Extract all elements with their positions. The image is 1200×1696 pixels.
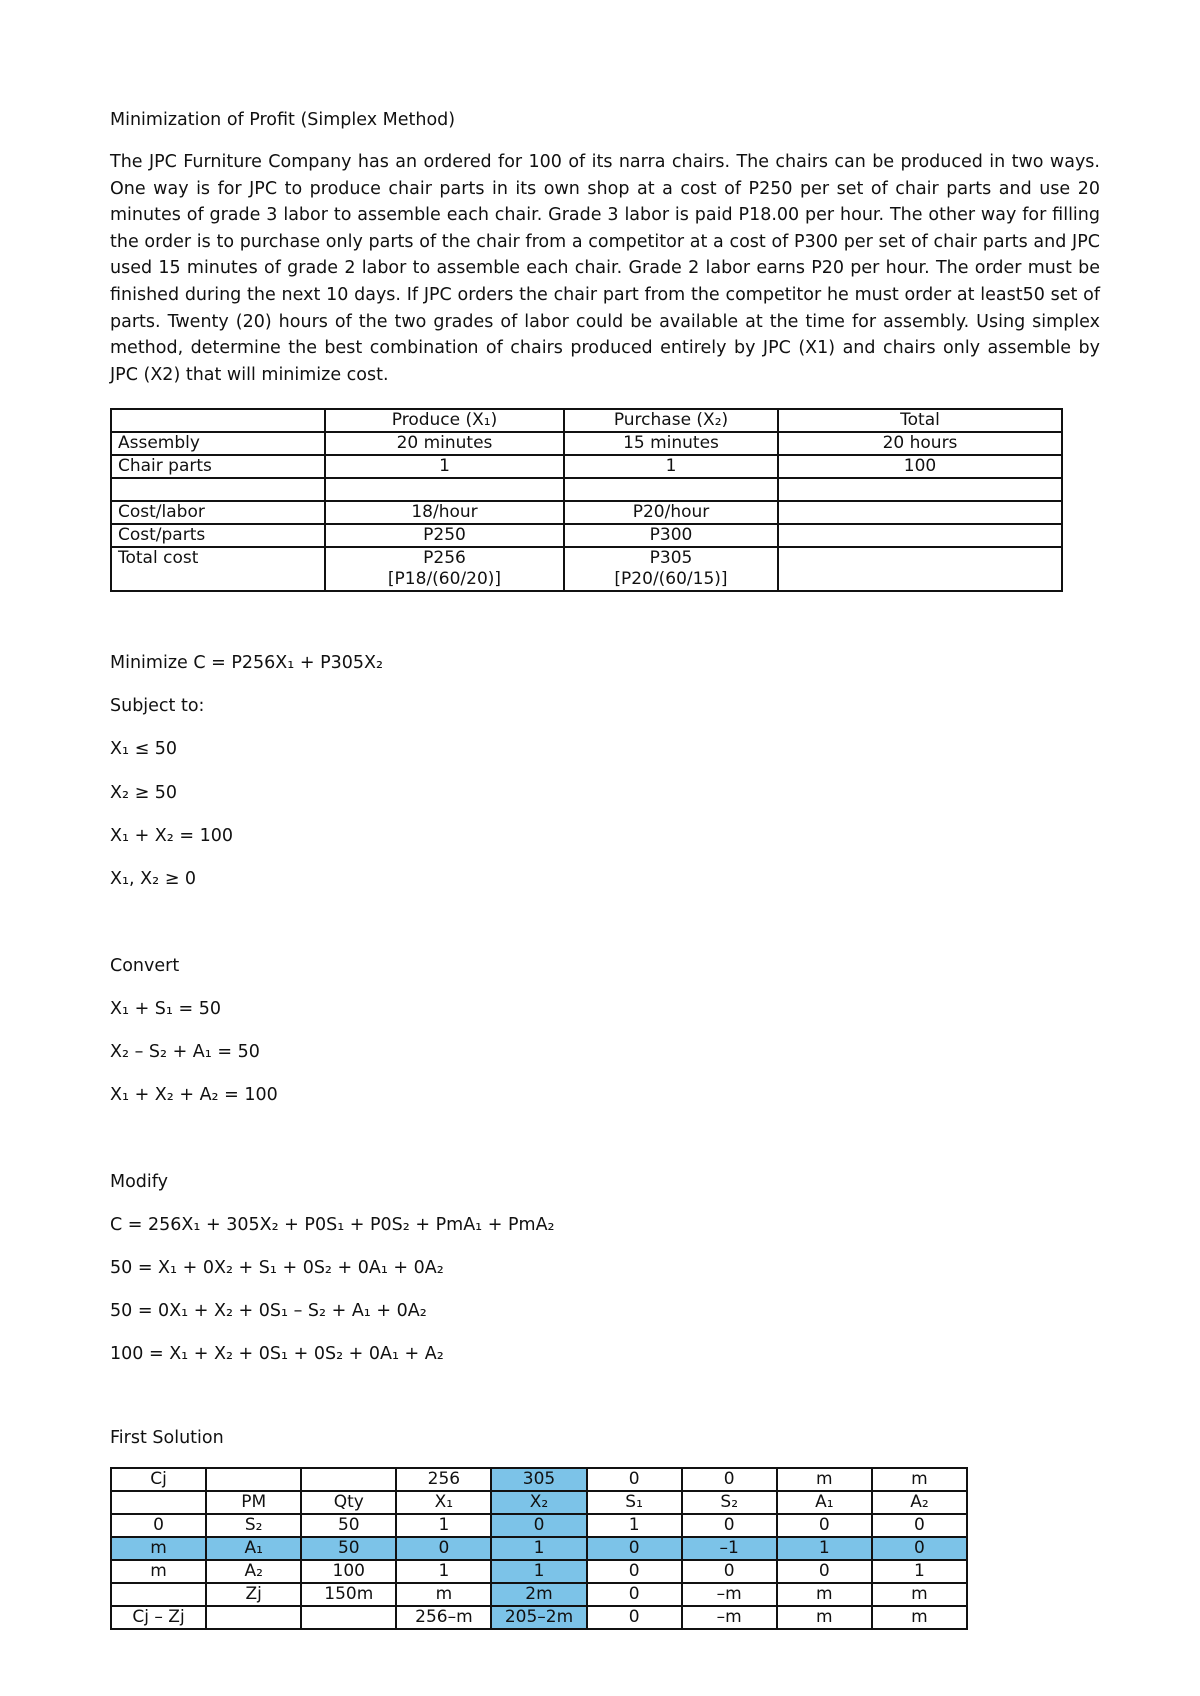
- table-cell: Assembly: [111, 432, 325, 455]
- table-cell: 15 minutes: [564, 432, 778, 455]
- tableau-cell: 0: [587, 1560, 682, 1583]
- tableau-cell: 256–m: [396, 1606, 491, 1629]
- table-cell: 100: [778, 455, 1062, 478]
- objective-function: Minimize C = P256X₁ + P305X₂: [110, 653, 384, 673]
- table-cell: Total cost: [111, 547, 325, 591]
- table-header-row: [111, 409, 1062, 432]
- purchase-total-note: [P20/(60/15)]: [614, 569, 728, 589]
- table-cell: [564, 478, 778, 501]
- table-row: [111, 455, 1062, 478]
- table-cell: 20 minutes: [325, 432, 564, 455]
- table-cell: [325, 478, 564, 501]
- table-cell: [325, 547, 564, 591]
- tableau-row: [111, 1514, 967, 1537]
- tableau-cell: S₂: [206, 1514, 301, 1537]
- tableau-cell: 0: [777, 1560, 872, 1583]
- tableau-cell: 0: [872, 1537, 967, 1560]
- table-cell: P250: [325, 524, 564, 547]
- tableau-cell: 50: [301, 1537, 396, 1560]
- table-row-total-cost: [111, 547, 1062, 591]
- table-cell: [778, 524, 1062, 547]
- tableau-cell: PM: [206, 1491, 301, 1514]
- tableau-cell: m: [777, 1606, 872, 1629]
- tableau-cell: m: [777, 1583, 872, 1606]
- modify-equation: C = 256X₁ + 305X₂ + P0S₁ + P0S₂ + PmA₁ + PmA₂: [110, 1215, 555, 1235]
- tableau-cell: 50: [301, 1514, 396, 1537]
- convert-equation: X₁ + X₂ + A₂ = 100: [110, 1085, 278, 1105]
- tableau-cell: A₂: [206, 1560, 301, 1583]
- convert-heading: Convert: [110, 956, 180, 976]
- table-row: [111, 501, 1062, 524]
- tableau-cell: m: [872, 1583, 967, 1606]
- tableau-cell: [111, 1583, 206, 1606]
- tableau-cell: 0: [111, 1514, 206, 1537]
- table-cell: [778, 501, 1062, 524]
- tableau-cell: 256: [396, 1468, 491, 1491]
- tableau-cell: Cj – Zj: [111, 1606, 206, 1629]
- table-cell: Produce (X₁): [325, 409, 564, 432]
- tableau-cell: [111, 1491, 206, 1514]
- tableau-cell: m: [872, 1468, 967, 1491]
- tableau-cell: –m: [682, 1606, 777, 1629]
- tableau-cell: m: [872, 1606, 967, 1629]
- table-cell: [111, 409, 325, 432]
- table-row: [111, 478, 1062, 501]
- modify-equation: 100 = X₁ + X₂ + 0S₁ + 0S₂ + 0A₁ + A₂: [110, 1344, 444, 1364]
- table-row: [111, 432, 1062, 455]
- tableau-cell: 1: [777, 1537, 872, 1560]
- tableau-cell: 1: [491, 1560, 586, 1583]
- modify-equation: 50 = X₁ + 0X₂ + S₁ + 0S₂ + 0A₁ + 0A₂: [110, 1258, 444, 1278]
- constraint-line: X₁ ≤ 50: [110, 739, 178, 759]
- produce-total-note: [P18/(60/20)]: [387, 569, 502, 589]
- tableau-cell: 0: [682, 1560, 777, 1583]
- convert-equation: X₁ + S₁ = 50: [110, 999, 221, 1019]
- tableau-cell: 1: [396, 1560, 491, 1583]
- simplex-tableau: [110, 1467, 968, 1630]
- tableau-cell: Cj: [111, 1468, 206, 1491]
- table-cell: [111, 478, 325, 501]
- tableau-cell: 150m: [301, 1583, 396, 1606]
- constraint-line: X₁ + X₂ = 100: [110, 826, 233, 846]
- tableau-cell: 0: [682, 1514, 777, 1537]
- table-cell: 1: [325, 455, 564, 478]
- tableau-cell: X₂: [491, 1491, 586, 1514]
- tableau-cell: 305: [491, 1468, 586, 1491]
- convert-equation: X₂ – S₂ + A₁ = 50: [110, 1042, 260, 1062]
- tableau-cell: 0: [396, 1537, 491, 1560]
- tableau-cell: A₁: [206, 1537, 301, 1560]
- produce-total-cost: P256: [423, 548, 466, 568]
- tableau-cell: X₁: [396, 1491, 491, 1514]
- first-solution-heading: First Solution: [110, 1428, 224, 1448]
- tableau-cell: [206, 1606, 301, 1629]
- table-cell: P300: [564, 524, 778, 547]
- tableau-cell: –m: [682, 1583, 777, 1606]
- table-cell: [778, 547, 1062, 591]
- tableau-cell: [301, 1468, 396, 1491]
- tableau-cell: 1: [396, 1514, 491, 1537]
- table-cell: Chair parts: [111, 455, 325, 478]
- table-cell: 20 hours: [778, 432, 1062, 455]
- modify-heading: Modify: [110, 1172, 168, 1192]
- tableau-cell: 0: [587, 1583, 682, 1606]
- table-row: [111, 524, 1062, 547]
- tableau-cell: Zj: [206, 1583, 301, 1606]
- tableau-cell: m: [111, 1560, 206, 1583]
- tableau-cell: 0: [777, 1514, 872, 1537]
- tableau-row: [111, 1560, 967, 1583]
- tableau-cell: –1: [682, 1537, 777, 1560]
- tableau-row: [111, 1468, 967, 1491]
- tableau-cell: 1: [491, 1537, 586, 1560]
- tableau-cell: A₂: [872, 1491, 967, 1514]
- cost-table: [110, 408, 1063, 592]
- tableau-row: [111, 1583, 967, 1606]
- table-cell: Cost/parts: [111, 524, 325, 547]
- tableau-cell: [301, 1606, 396, 1629]
- constraint-line: X₂ ≥ 50: [110, 783, 178, 803]
- tableau-row: [111, 1491, 967, 1514]
- tableau-cell: 0: [872, 1514, 967, 1537]
- tableau-cell: 100: [301, 1560, 396, 1583]
- tableau-cell: 0: [682, 1468, 777, 1491]
- document-title: Minimization of Profit (Simplex Method): [110, 110, 456, 130]
- tableau-cell: S₁: [587, 1491, 682, 1514]
- subject-to-label: Subject to:: [110, 696, 205, 716]
- tableau-cell: 0: [491, 1514, 586, 1537]
- table-cell: Cost/labor: [111, 501, 325, 524]
- tableau-cell: m: [396, 1583, 491, 1606]
- table-cell: Purchase (X₂): [564, 409, 778, 432]
- problem-statement: The JPC Furniture Company has an ordered for 100 of its narra chairs. The chairs can be produced in two ways. One way is for JPC to produce chair parts in its own shop at a cost of P250 per set of chair parts and use 20 minutes of grade 3 labor to assemble each chair. Grade 3 labor is paid P18.00 per hour. The other way for filling the order is to purchase only parts of the chair from a competitor at a cost of P300 per set of chair parts and JPC used 15 minutes of grade 2 labor to assemble each chair. Grade 2 labor earns P20 per hour. The order must be finished during the next 10 days. If JPC orders the chair part from the competitor he must order at least50 set of parts. Twenty (20) hours of the two grades of labor could be available at the time for assembly. Using simplex method, determine the best combination of chairs produced entirely by JPC (X1) and chairs only assemble by JPC (X2) that will minimize cost.: [110, 152, 1100, 385]
- table-cell: [778, 478, 1062, 501]
- table-cell: P20/hour: [564, 501, 778, 524]
- tableau-row: [111, 1606, 967, 1629]
- tableau-cell: 1: [587, 1514, 682, 1537]
- table-cell: [564, 547, 778, 591]
- tableau-cell: Qty: [301, 1491, 396, 1514]
- tableau-cell: [206, 1468, 301, 1491]
- table-cell: Total: [778, 409, 1062, 432]
- tableau-cell: 0: [587, 1606, 682, 1629]
- table-cell: 1: [564, 455, 778, 478]
- tableau-cell: 205–2m: [491, 1606, 586, 1629]
- tableau-cell: m: [777, 1468, 872, 1491]
- modify-equation: 50 = 0X₁ + X₂ + 0S₁ – S₂ + A₁ + 0A₂: [110, 1301, 427, 1321]
- tableau-cell: 0: [587, 1537, 682, 1560]
- tableau-cell: 0: [587, 1468, 682, 1491]
- tableau-cell: 1: [872, 1560, 967, 1583]
- tableau-cell: 2m: [491, 1583, 586, 1606]
- purchase-total-cost: P305: [649, 548, 693, 568]
- tableau-cell: S₂: [682, 1491, 777, 1514]
- tableau-cell: A₁: [777, 1491, 872, 1514]
- table-cell: 18/hour: [325, 501, 564, 524]
- tableau-row: [111, 1537, 967, 1560]
- tableau-cell: m: [111, 1537, 206, 1560]
- constraint-line: X₁, X₂ ≥ 0: [110, 869, 197, 889]
